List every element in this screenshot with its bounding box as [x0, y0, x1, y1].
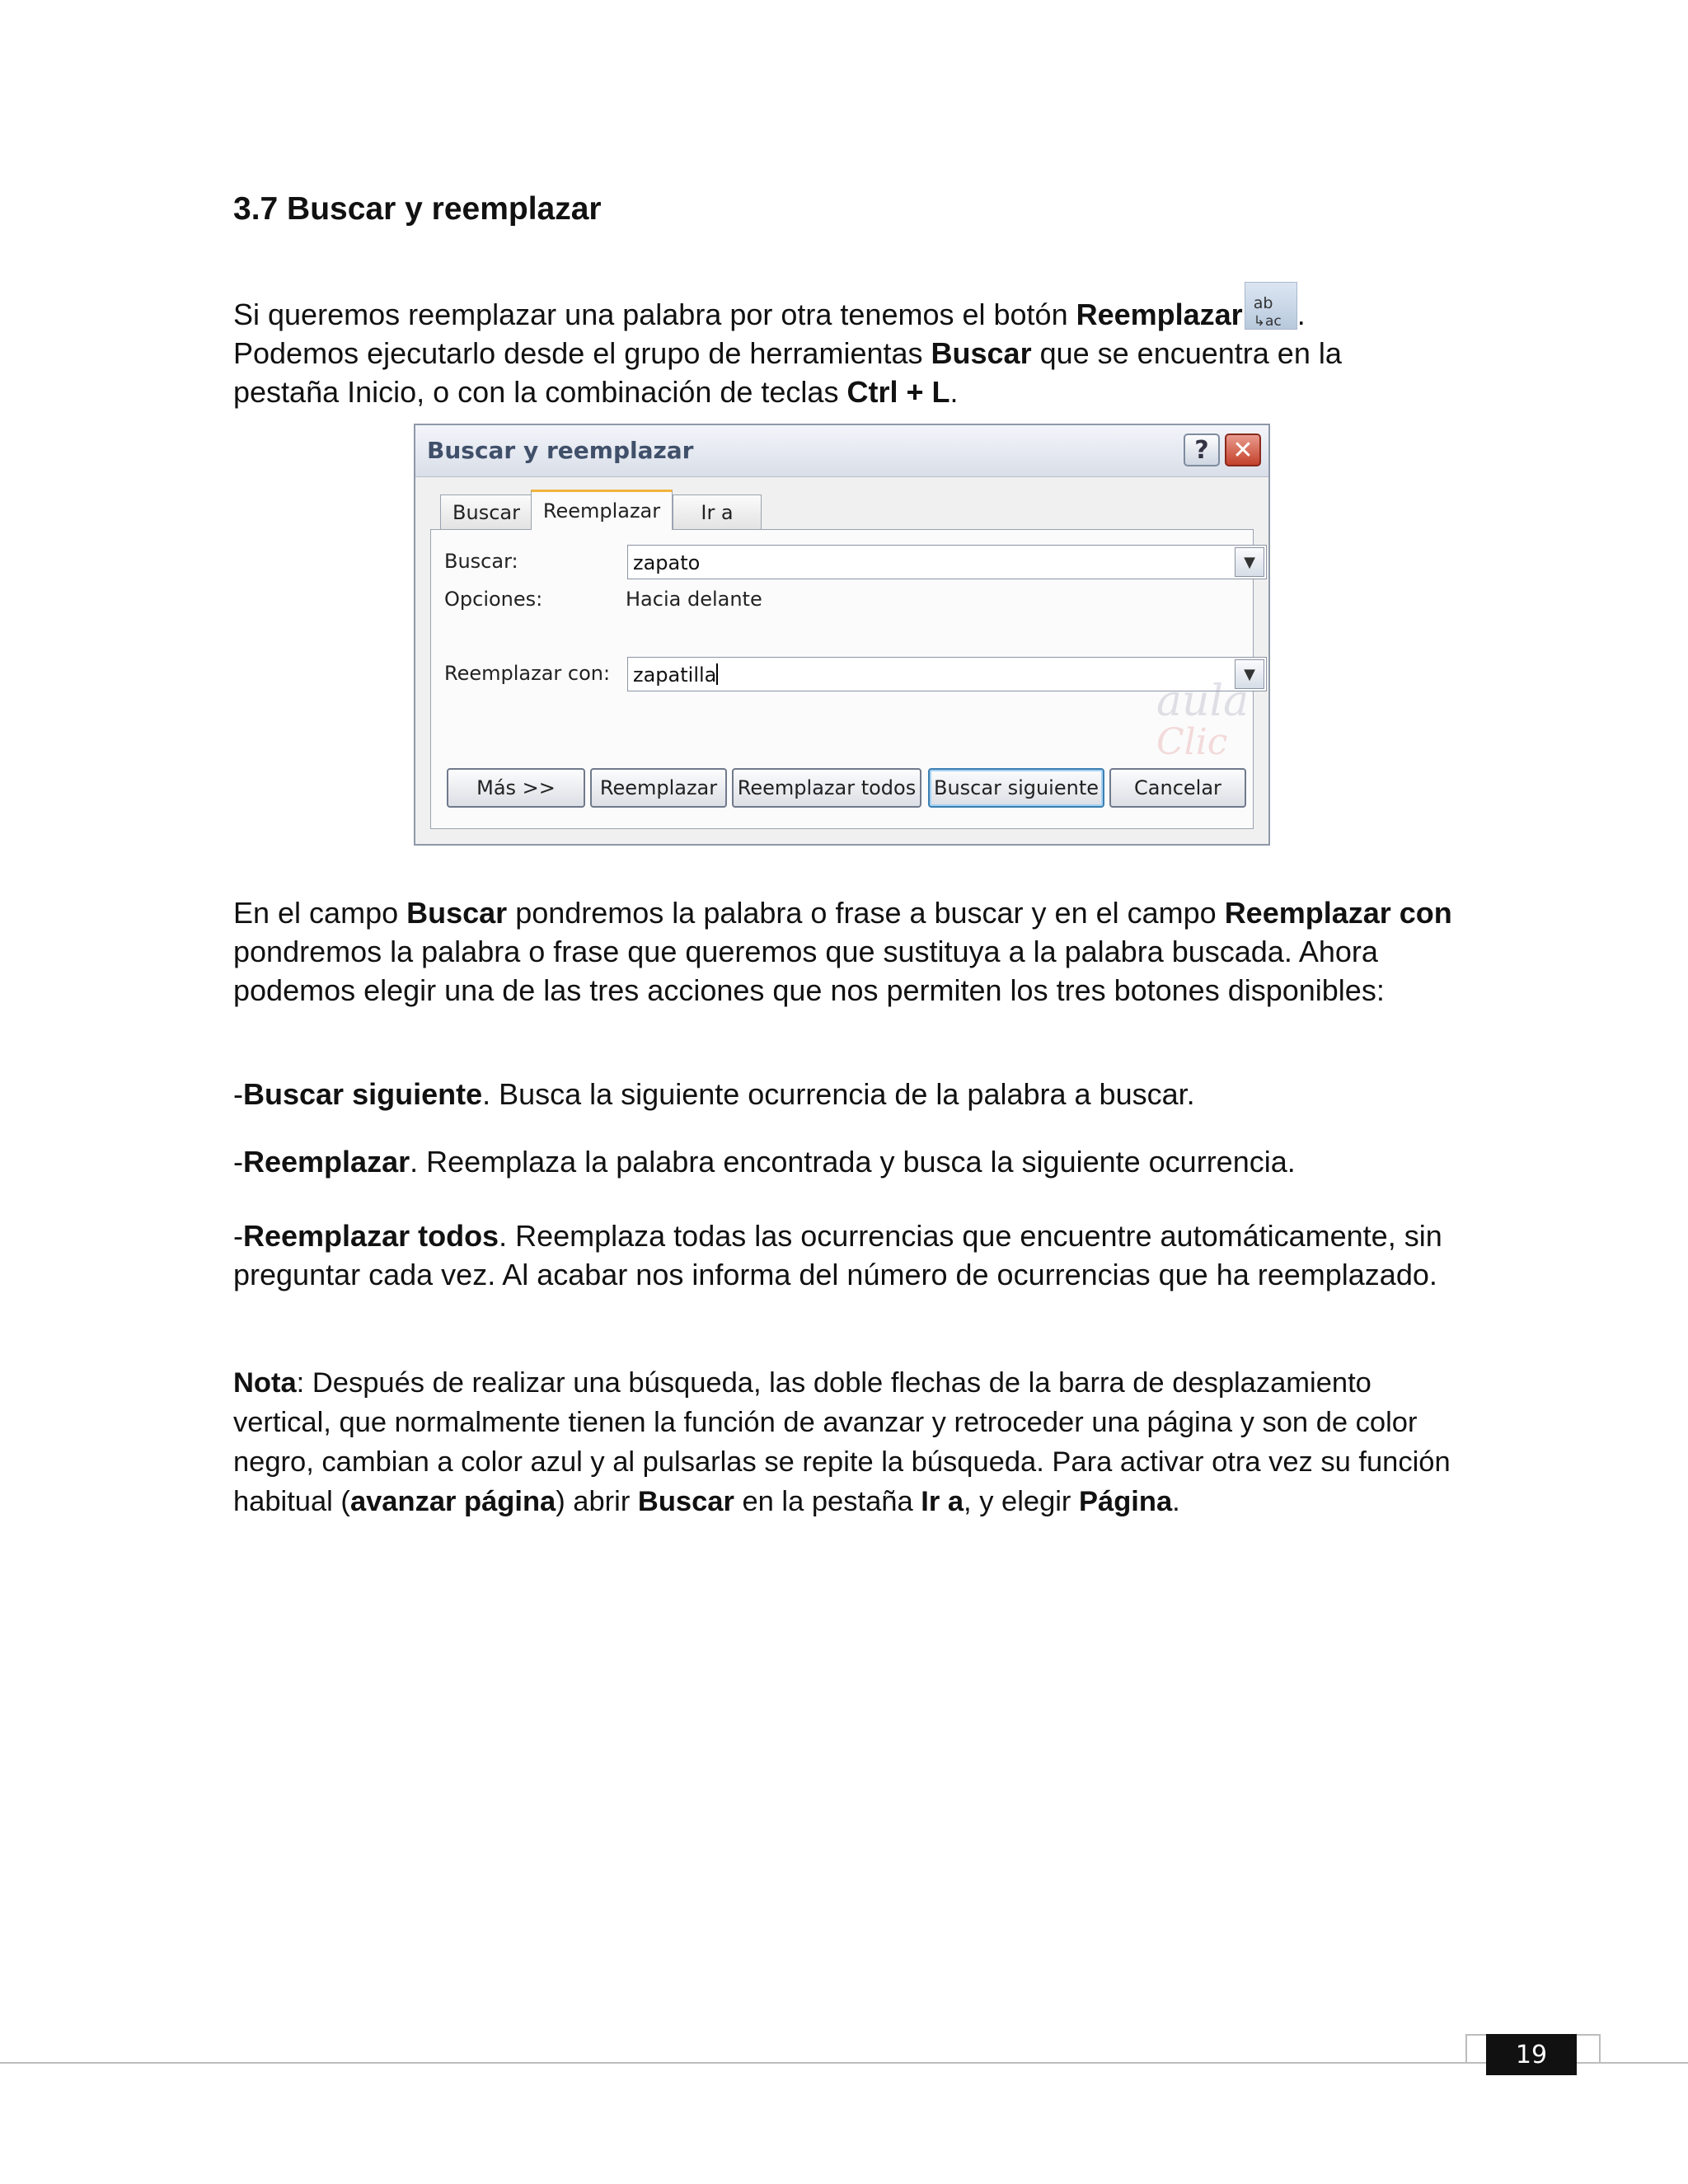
item-dash: -	[233, 1145, 243, 1179]
page-number: 19	[1486, 2034, 1577, 2075]
tab-buscar[interactable]: Buscar	[440, 494, 532, 529]
item-text: . Reemplaza la palabra encontrada y busca la siguiente ocurrencia.	[410, 1145, 1296, 1179]
item-dash: -	[233, 1077, 243, 1111]
replace-icon-bottom: ↳ac	[1253, 313, 1282, 330]
para2-text-2: pondremos la palabra o frase a buscar y en el campo	[507, 896, 1225, 930]
buscar-combo[interactable]	[627, 545, 1267, 579]
nota-paragraph	[233, 1363, 1453, 1521]
para2-text-3: pondremos la palabra o frase que queremos que sustituya a la palabra buscada. Ahora podemos elegir una de las tres acciones que nos permiten los tres botones disponibles:	[233, 935, 1385, 1007]
item-dash: -	[233, 1219, 243, 1253]
footer-tab-edge	[1599, 2034, 1601, 2064]
text-cursor	[716, 663, 718, 685]
para2-bold-reemplazar-con: Reemplazar con	[1224, 896, 1452, 930]
replace-icon-top: ab	[1253, 294, 1273, 312]
opciones-label: Opciones:	[444, 588, 543, 611]
intro-text-5: .	[950, 375, 959, 409]
dialog-title: Buscar y reemplazar	[427, 437, 694, 464]
reemplazar-label: Reemplazar con:	[444, 662, 611, 685]
reemplazar-todos-button[interactable]: Reemplazar todos	[732, 768, 921, 808]
action-item-reemplazar	[233, 1142, 1453, 1181]
buscar-label: Buscar:	[444, 550, 518, 573]
opciones-value: Hacia delante	[626, 588, 762, 611]
item-text: . Reemplaza todas las ocurrencias que encuentre automáticamente, sin preguntar cada vez. Al acabar nos informa del número de ocurrencias que ha reemplazado.	[233, 1219, 1442, 1291]
nota-text-1: : Después de realizar una búsqueda, las doble flechas de la barra de desplazamiento vertical, que normalmente tienen la función de avanzar y retroceder una página y son de color negro, cambian a color azul y al pulsarlas se repite la búsqueda. Para activar otra vez su función habitual (	[233, 1367, 1451, 1517]
action-item-buscar-siguiente	[233, 1075, 1453, 1113]
intro-text-2: .	[1296, 298, 1306, 331]
help-button[interactable]: ?	[1184, 434, 1220, 466]
footer-tab-edge	[1465, 2034, 1467, 2064]
intro-bold-buscar: Buscar	[931, 336, 1032, 370]
buscar-siguiente-button[interactable]: Buscar siguiente	[928, 768, 1104, 808]
dialog-titlebar[interactable]	[415, 425, 1268, 477]
chevron-down-icon[interactable]: ▼	[1235, 659, 1264, 689]
reemplazar-button[interactable]: Reemplazar	[590, 768, 727, 808]
nota-text-2: ) abrir	[556, 1486, 638, 1517]
mas-button[interactable]: Más >>	[447, 768, 585, 808]
item-bold: Buscar siguiente	[243, 1077, 483, 1111]
nota-bold-ir-a: Ir a	[921, 1486, 964, 1517]
footer-rule	[0, 2062, 1688, 2064]
tab-ir-a[interactable]: Ir a	[673, 494, 762, 529]
watermark-text: aula	[1156, 677, 1250, 726]
cancelar-button[interactable]: Cancelar	[1109, 768, 1246, 808]
close-button[interactable]: ✕	[1225, 434, 1261, 466]
intro-bold-shortcut: Ctrl + L	[846, 375, 950, 409]
intro-text-4: que se encuentra en la pestaña Inicio, o con la combinación de teclas	[233, 336, 1342, 409]
nota-bold-pagina: Página	[1079, 1486, 1173, 1517]
reemplazar-input-value: zapatilla	[633, 663, 717, 687]
para2-bold-buscar: Buscar	[406, 896, 508, 930]
nota-text-3: en la pestaña	[734, 1486, 921, 1517]
find-replace-dialog	[414, 424, 1270, 846]
nota-label: Nota	[233, 1367, 297, 1399]
section-heading: 3.7 Buscar y reemplazar	[233, 191, 602, 227]
nota-text-4: , y elegir	[964, 1486, 1080, 1517]
tab-reemplazar[interactable]: Reemplazar	[531, 490, 673, 530]
intro-text-3: Podemos ejecutarlo desde el grupo de herramientas	[233, 336, 931, 370]
nota-bold-buscar: Buscar	[637, 1486, 734, 1517]
buscar-input[interactable]: zapato	[633, 551, 701, 574]
replace-icon	[1245, 282, 1297, 330]
nota-bold-avanzar: avanzar página	[349, 1486, 556, 1517]
body-paragraph	[233, 893, 1453, 1010]
item-bold: Reemplazar todos	[243, 1219, 499, 1253]
item-text: . Busca la siguiente ocurrencia de la palabra a buscar.	[482, 1077, 1195, 1111]
nota-text-5: .	[1172, 1486, 1180, 1517]
watermark-text-2: Clic	[1156, 721, 1228, 763]
footer-tab-edge	[1576, 2034, 1601, 2036]
para2-text-1: En el campo	[233, 896, 407, 930]
item-bold: Reemplazar	[243, 1145, 410, 1179]
intro-text-1: Si queremos reemplazar una palabra por otra tenemos el botón	[233, 298, 1076, 331]
reemplazar-input[interactable]	[633, 663, 718, 687]
chevron-down-icon[interactable]: ▼	[1235, 547, 1264, 577]
intro-paragraph	[233, 282, 1453, 411]
action-item-reemplazar-todos	[233, 1216, 1453, 1294]
intro-bold-reemplazar: Reemplazar	[1076, 298, 1243, 331]
